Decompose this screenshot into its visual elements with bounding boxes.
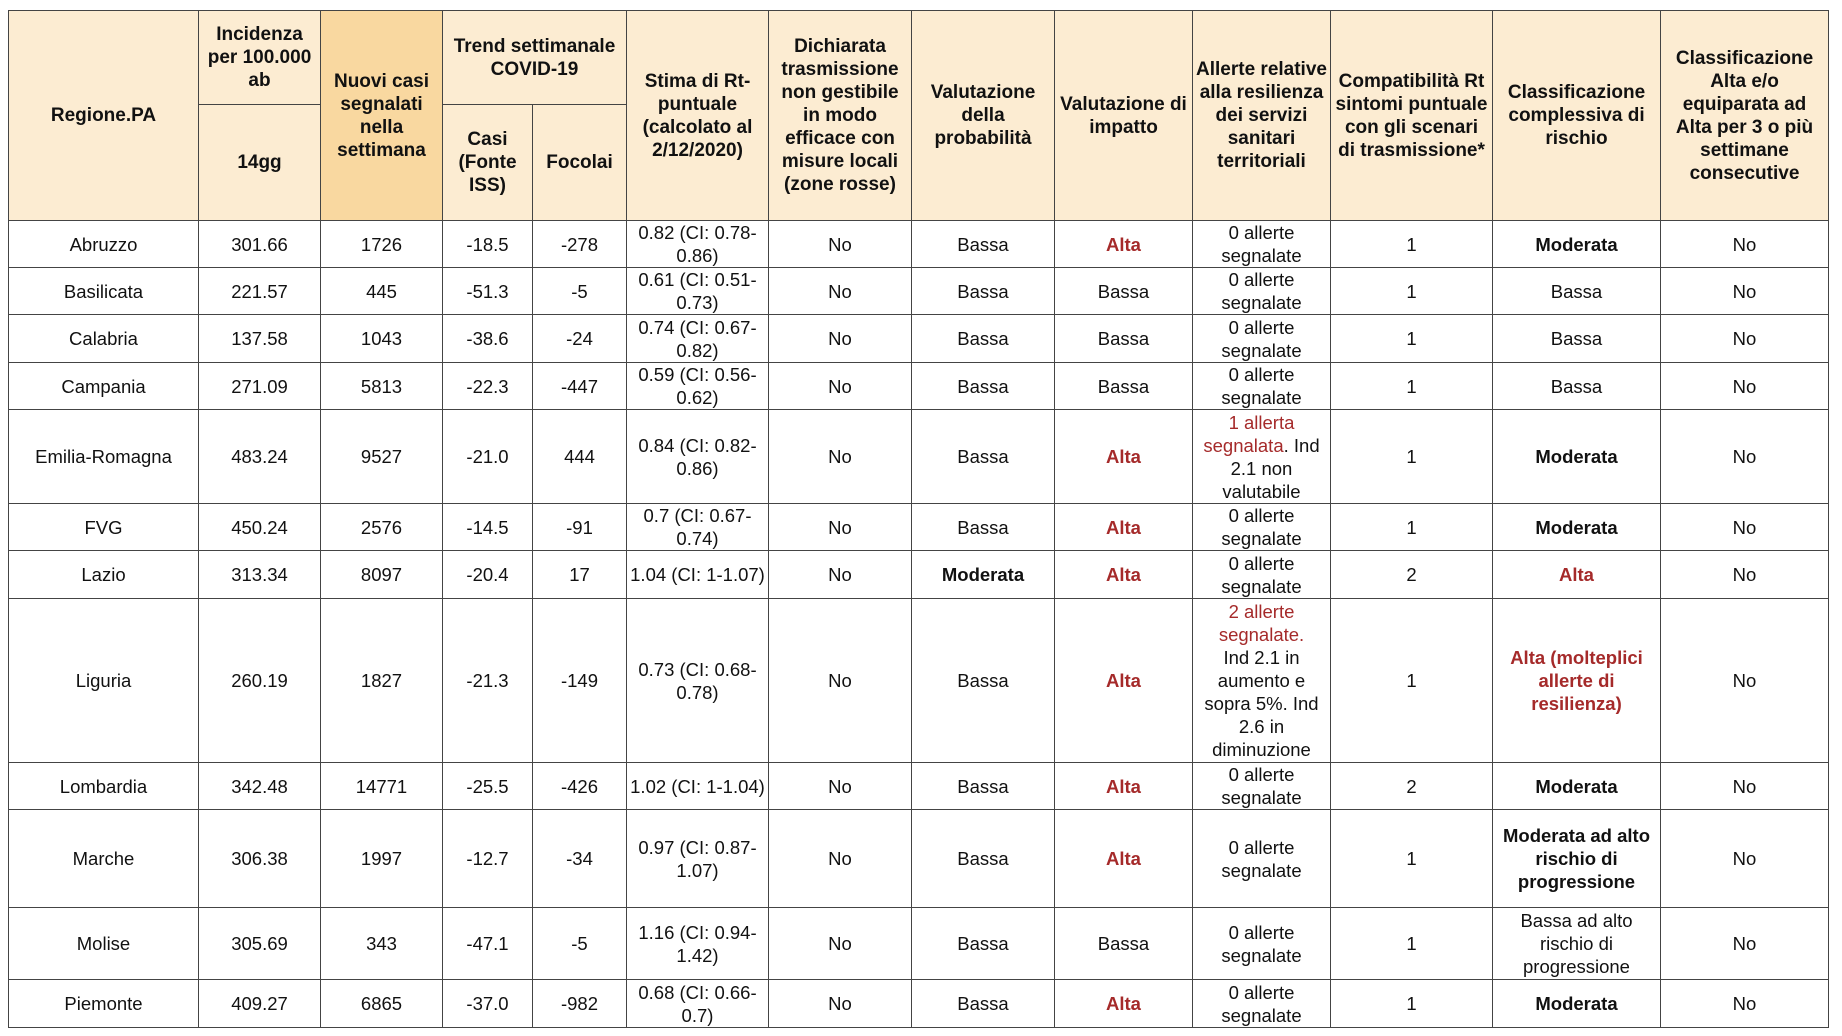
cell-impatto: Alta xyxy=(1055,221,1193,268)
cell-focolai: -149 xyxy=(533,599,627,763)
cell-nuovi: 343 xyxy=(321,908,443,980)
header-alta-3-settimane: Classificazione Alta e/o equiparata ad Alta per 3 o più settimane consecutive xyxy=(1661,11,1829,221)
cell-focolai: 444 xyxy=(533,410,627,504)
cell-impatto: Alta xyxy=(1055,410,1193,504)
cell-incidenza: 260.19 xyxy=(199,599,321,763)
cell-focolai: -982 xyxy=(533,980,627,1028)
cell-allerte: 0 allerte segnalate xyxy=(1193,504,1331,551)
cell-focolai: -5 xyxy=(533,268,627,315)
cell-nuovi: 1827 xyxy=(321,599,443,763)
cell-focolai: -5 xyxy=(533,908,627,980)
cell-allerte: 0 allerte segnalate xyxy=(1193,980,1331,1028)
cell-regione: Lombardia xyxy=(9,763,199,810)
cell-focolai: -24 xyxy=(533,315,627,363)
table-row xyxy=(9,315,1829,363)
cell-probabilita: Bassa xyxy=(912,980,1055,1028)
table-body xyxy=(9,221,1829,1028)
cell-rt: 0.59 (CI: 0.56-0.62) xyxy=(627,363,769,410)
cell-casi: -12.7 xyxy=(443,810,533,908)
cell-dichiarata: No xyxy=(769,504,912,551)
cell-casi: -37.0 xyxy=(443,980,533,1028)
risk-table xyxy=(8,10,1829,1028)
table-row xyxy=(9,504,1829,551)
cell-dichiarata: No xyxy=(769,221,912,268)
cell-impatto: Bassa xyxy=(1055,268,1193,315)
header-incidenza-14gg: 14gg xyxy=(199,105,321,221)
allerte-extra-text: Ind 2.1 in aumento e sopra 5%. Ind 2.6 in diminuzione xyxy=(1204,647,1319,760)
cell-classificazione: Bassa ad alto rischio di progressione xyxy=(1493,908,1661,980)
cell-alta-3: No xyxy=(1661,810,1829,908)
cell-allerte xyxy=(1193,410,1331,504)
cell-regione: FVG xyxy=(9,504,199,551)
cell-allerte: 0 allerte segnalate xyxy=(1193,315,1331,363)
header-casi: Casi (Fonte ISS) xyxy=(443,105,533,221)
cell-allerte: 0 allerte segnalate xyxy=(1193,908,1331,980)
cell-compatibilita: 1 xyxy=(1331,315,1493,363)
cell-impatto: Bassa xyxy=(1055,315,1193,363)
cell-focolai: -426 xyxy=(533,763,627,810)
cell-allerte: 0 allerte segnalate xyxy=(1193,810,1331,908)
cell-regione: Abruzzo xyxy=(9,221,199,268)
cell-allerte: 0 allerte segnalate xyxy=(1193,363,1331,410)
table-row xyxy=(9,410,1829,504)
cell-alta-3: No xyxy=(1661,908,1829,980)
cell-incidenza: 306.38 xyxy=(199,810,321,908)
cell-rt: 0.73 (CI: 0.68-0.78) xyxy=(627,599,769,763)
cell-dichiarata: No xyxy=(769,908,912,980)
cell-rt: 0.7 (CI: 0.67-0.74) xyxy=(627,504,769,551)
table-row xyxy=(9,599,1829,763)
header-allerte: Allerte relative alla resilienza dei servizi sanitari territoriali xyxy=(1193,11,1331,221)
table-row xyxy=(9,363,1829,410)
cell-regione: Calabria xyxy=(9,315,199,363)
cell-compatibilita: 1 xyxy=(1331,599,1493,763)
cell-impatto: Alta xyxy=(1055,763,1193,810)
cell-rt: 1.16 (CI: 0.94-1.42) xyxy=(627,908,769,980)
cell-probabilita: Bassa xyxy=(912,810,1055,908)
header-incidenza: Incidenza per 100.000 ab xyxy=(199,11,321,105)
allerte-red-text: 1 allerta segnalata xyxy=(1203,411,1295,456)
cell-allerte: 0 allerte segnalate xyxy=(1193,763,1331,810)
cell-nuovi: 2576 xyxy=(321,504,443,551)
cell-probabilita: Bassa xyxy=(912,221,1055,268)
cell-nuovi: 6865 xyxy=(321,980,443,1028)
cell-rt: 1.04 (CI: 1-1.07) xyxy=(627,551,769,599)
cell-allerte xyxy=(1193,599,1331,763)
cell-dichiarata: No xyxy=(769,810,912,908)
table-row xyxy=(9,810,1829,908)
cell-dichiarata: No xyxy=(769,980,912,1028)
cell-classificazione: Moderata ad alto rischio di progressione xyxy=(1493,810,1661,908)
table-row xyxy=(9,908,1829,980)
table-row xyxy=(9,268,1829,315)
cell-regione: Campania xyxy=(9,363,199,410)
cell-dichiarata: No xyxy=(769,599,912,763)
header-nuovi-casi: Nuovi casi segnalati nella settimana xyxy=(321,11,443,221)
cell-nuovi: 1043 xyxy=(321,315,443,363)
cell-rt: 0.68 (CI: 0.66-0.7) xyxy=(627,980,769,1028)
cell-rt: 0.82 (CI: 0.78-0.86) xyxy=(627,221,769,268)
cell-compatibilita: 2 xyxy=(1331,551,1493,599)
cell-probabilita: Bassa xyxy=(912,599,1055,763)
table-row xyxy=(9,221,1829,268)
cell-rt: 1.02 (CI: 1-1.04) xyxy=(627,763,769,810)
cell-dichiarata: No xyxy=(769,268,912,315)
cell-compatibilita: 1 xyxy=(1331,363,1493,410)
cell-casi: -38.6 xyxy=(443,315,533,363)
cell-allerte: 0 allerte segnalate xyxy=(1193,551,1331,599)
cell-classificazione: Bassa xyxy=(1493,363,1661,410)
cell-impatto: Alta xyxy=(1055,504,1193,551)
cell-casi: -51.3 xyxy=(443,268,533,315)
cell-incidenza: 301.66 xyxy=(199,221,321,268)
cell-dichiarata: No xyxy=(769,363,912,410)
cell-probabilita: Bassa xyxy=(912,363,1055,410)
cell-nuovi: 9527 xyxy=(321,410,443,504)
cell-focolai: -278 xyxy=(533,221,627,268)
cell-rt: 0.97 (CI: 0.87-1.07) xyxy=(627,810,769,908)
cell-incidenza: 409.27 xyxy=(199,980,321,1028)
risk-table-container xyxy=(8,10,1829,1028)
cell-allerte: 0 allerte segnalate xyxy=(1193,268,1331,315)
cell-classificazione: Bassa xyxy=(1493,315,1661,363)
cell-alta-3: No xyxy=(1661,221,1829,268)
cell-classificazione: Alta (molteplici allerte di resilienza) xyxy=(1493,599,1661,763)
cell-nuovi: 1726 xyxy=(321,221,443,268)
cell-nuovi: 445 xyxy=(321,268,443,315)
cell-classificazione: Alta xyxy=(1493,551,1661,599)
header-impatto: Valutazione di impatto xyxy=(1055,11,1193,221)
cell-regione: Basilicata xyxy=(9,268,199,315)
cell-regione: Piemonte xyxy=(9,980,199,1028)
cell-focolai: -91 xyxy=(533,504,627,551)
cell-classificazione: Moderata xyxy=(1493,763,1661,810)
cell-alta-3: No xyxy=(1661,268,1829,315)
cell-alta-3: No xyxy=(1661,599,1829,763)
cell-dichiarata: No xyxy=(769,763,912,810)
cell-probabilita: Moderata xyxy=(912,551,1055,599)
cell-nuovi: 8097 xyxy=(321,551,443,599)
header-focolai: Focolai xyxy=(533,105,627,221)
cell-impatto: Bassa xyxy=(1055,363,1193,410)
header-trend: Trend settimanale COVID-19 xyxy=(443,11,627,105)
header-stima-rt: Stima di Rt-puntuale (calcolato al 2/12/2020) xyxy=(627,11,769,221)
cell-probabilita: Bassa xyxy=(912,410,1055,504)
cell-incidenza: 221.57 xyxy=(199,268,321,315)
cell-regione: Emilia-Romagna xyxy=(9,410,199,504)
cell-alta-3: No xyxy=(1661,980,1829,1028)
cell-casi: -21.0 xyxy=(443,410,533,504)
cell-casi: -25.5 xyxy=(443,763,533,810)
cell-alta-3: No xyxy=(1661,763,1829,810)
cell-casi: -18.5 xyxy=(443,221,533,268)
cell-alta-3: No xyxy=(1661,410,1829,504)
cell-compatibilita: 1 xyxy=(1331,221,1493,268)
cell-rt: 0.74 (CI: 0.67-0.82) xyxy=(627,315,769,363)
cell-alta-3: No xyxy=(1661,551,1829,599)
allerte-red-text: 2 allerte segnalate. xyxy=(1218,601,1305,645)
cell-dichiarata: No xyxy=(769,315,912,363)
cell-rt: 0.84 (CI: 0.82-0.86) xyxy=(627,410,769,504)
cell-regione: Lazio xyxy=(9,551,199,599)
cell-probabilita: Bassa xyxy=(912,315,1055,363)
cell-regione: Marche xyxy=(9,810,199,908)
header-regione: Regione.PA xyxy=(9,11,199,221)
cell-focolai: -447 xyxy=(533,363,627,410)
cell-dichiarata: No xyxy=(769,410,912,504)
header-compatibilita: Compatibilità Rt sintomi puntuale con gli scenari di trasmissione* xyxy=(1331,11,1493,221)
header-classificazione: Classificazione complessiva di rischio xyxy=(1493,11,1661,221)
cell-impatto: Alta xyxy=(1055,551,1193,599)
cell-incidenza: 313.34 xyxy=(199,551,321,599)
cell-alta-3: No xyxy=(1661,504,1829,551)
cell-impatto: Alta xyxy=(1055,810,1193,908)
cell-casi: -21.3 xyxy=(443,599,533,763)
cell-rt: 0.61 (CI: 0.51-0.73) xyxy=(627,268,769,315)
cell-nuovi: 14771 xyxy=(321,763,443,810)
cell-allerte: 0 allerte segnalate xyxy=(1193,221,1331,268)
cell-incidenza: 342.48 xyxy=(199,763,321,810)
cell-incidenza: 450.24 xyxy=(199,504,321,551)
cell-classificazione: Moderata xyxy=(1493,504,1661,551)
cell-alta-3: No xyxy=(1661,363,1829,410)
cell-casi: -47.1 xyxy=(443,908,533,980)
cell-focolai: -34 xyxy=(533,810,627,908)
table-row xyxy=(9,980,1829,1028)
cell-casi: -22.3 xyxy=(443,363,533,410)
cell-compatibilita: 1 xyxy=(1331,504,1493,551)
table-header xyxy=(9,11,1829,221)
cell-incidenza: 305.69 xyxy=(199,908,321,980)
header-probabilita: Valutazione della probabilità xyxy=(912,11,1055,221)
cell-probabilita: Bassa xyxy=(912,908,1055,980)
allerte-extra-text: . Ind 2.1 non valutabile xyxy=(1222,434,1320,502)
cell-incidenza: 271.09 xyxy=(199,363,321,410)
cell-classificazione: Moderata xyxy=(1493,410,1661,504)
cell-classificazione: Bassa xyxy=(1493,268,1661,315)
cell-dichiarata: No xyxy=(769,551,912,599)
table-row xyxy=(9,551,1829,599)
cell-probabilita: Bassa xyxy=(912,504,1055,551)
cell-impatto: Alta xyxy=(1055,599,1193,763)
cell-probabilita: Bassa xyxy=(912,763,1055,810)
cell-casi: -14.5 xyxy=(443,504,533,551)
cell-impatto: Bassa xyxy=(1055,908,1193,980)
cell-compatibilita: 1 xyxy=(1331,980,1493,1028)
cell-casi: -20.4 xyxy=(443,551,533,599)
cell-compatibilita: 1 xyxy=(1331,268,1493,315)
cell-classificazione: Moderata xyxy=(1493,221,1661,268)
cell-nuovi: 1997 xyxy=(321,810,443,908)
cell-alta-3: No xyxy=(1661,315,1829,363)
header-dichiarata: Dichiarata trasmissione non gestibile in modo efficace con misure locali (zone rosse) xyxy=(769,11,912,221)
cell-probabilita: Bassa xyxy=(912,268,1055,315)
cell-compatibilita: 1 xyxy=(1331,908,1493,980)
cell-regione: Liguria xyxy=(9,599,199,763)
cell-classificazione: Moderata xyxy=(1493,980,1661,1028)
cell-impatto: Alta xyxy=(1055,980,1193,1028)
cell-compatibilita: 1 xyxy=(1331,810,1493,908)
cell-incidenza: 483.24 xyxy=(199,410,321,504)
cell-compatibilita: 2 xyxy=(1331,763,1493,810)
cell-regione: Molise xyxy=(9,908,199,980)
table-row xyxy=(9,763,1829,810)
cell-focolai: 17 xyxy=(533,551,627,599)
cell-nuovi: 5813 xyxy=(321,363,443,410)
cell-compatibilita: 1 xyxy=(1331,410,1493,504)
cell-incidenza: 137.58 xyxy=(199,315,321,363)
